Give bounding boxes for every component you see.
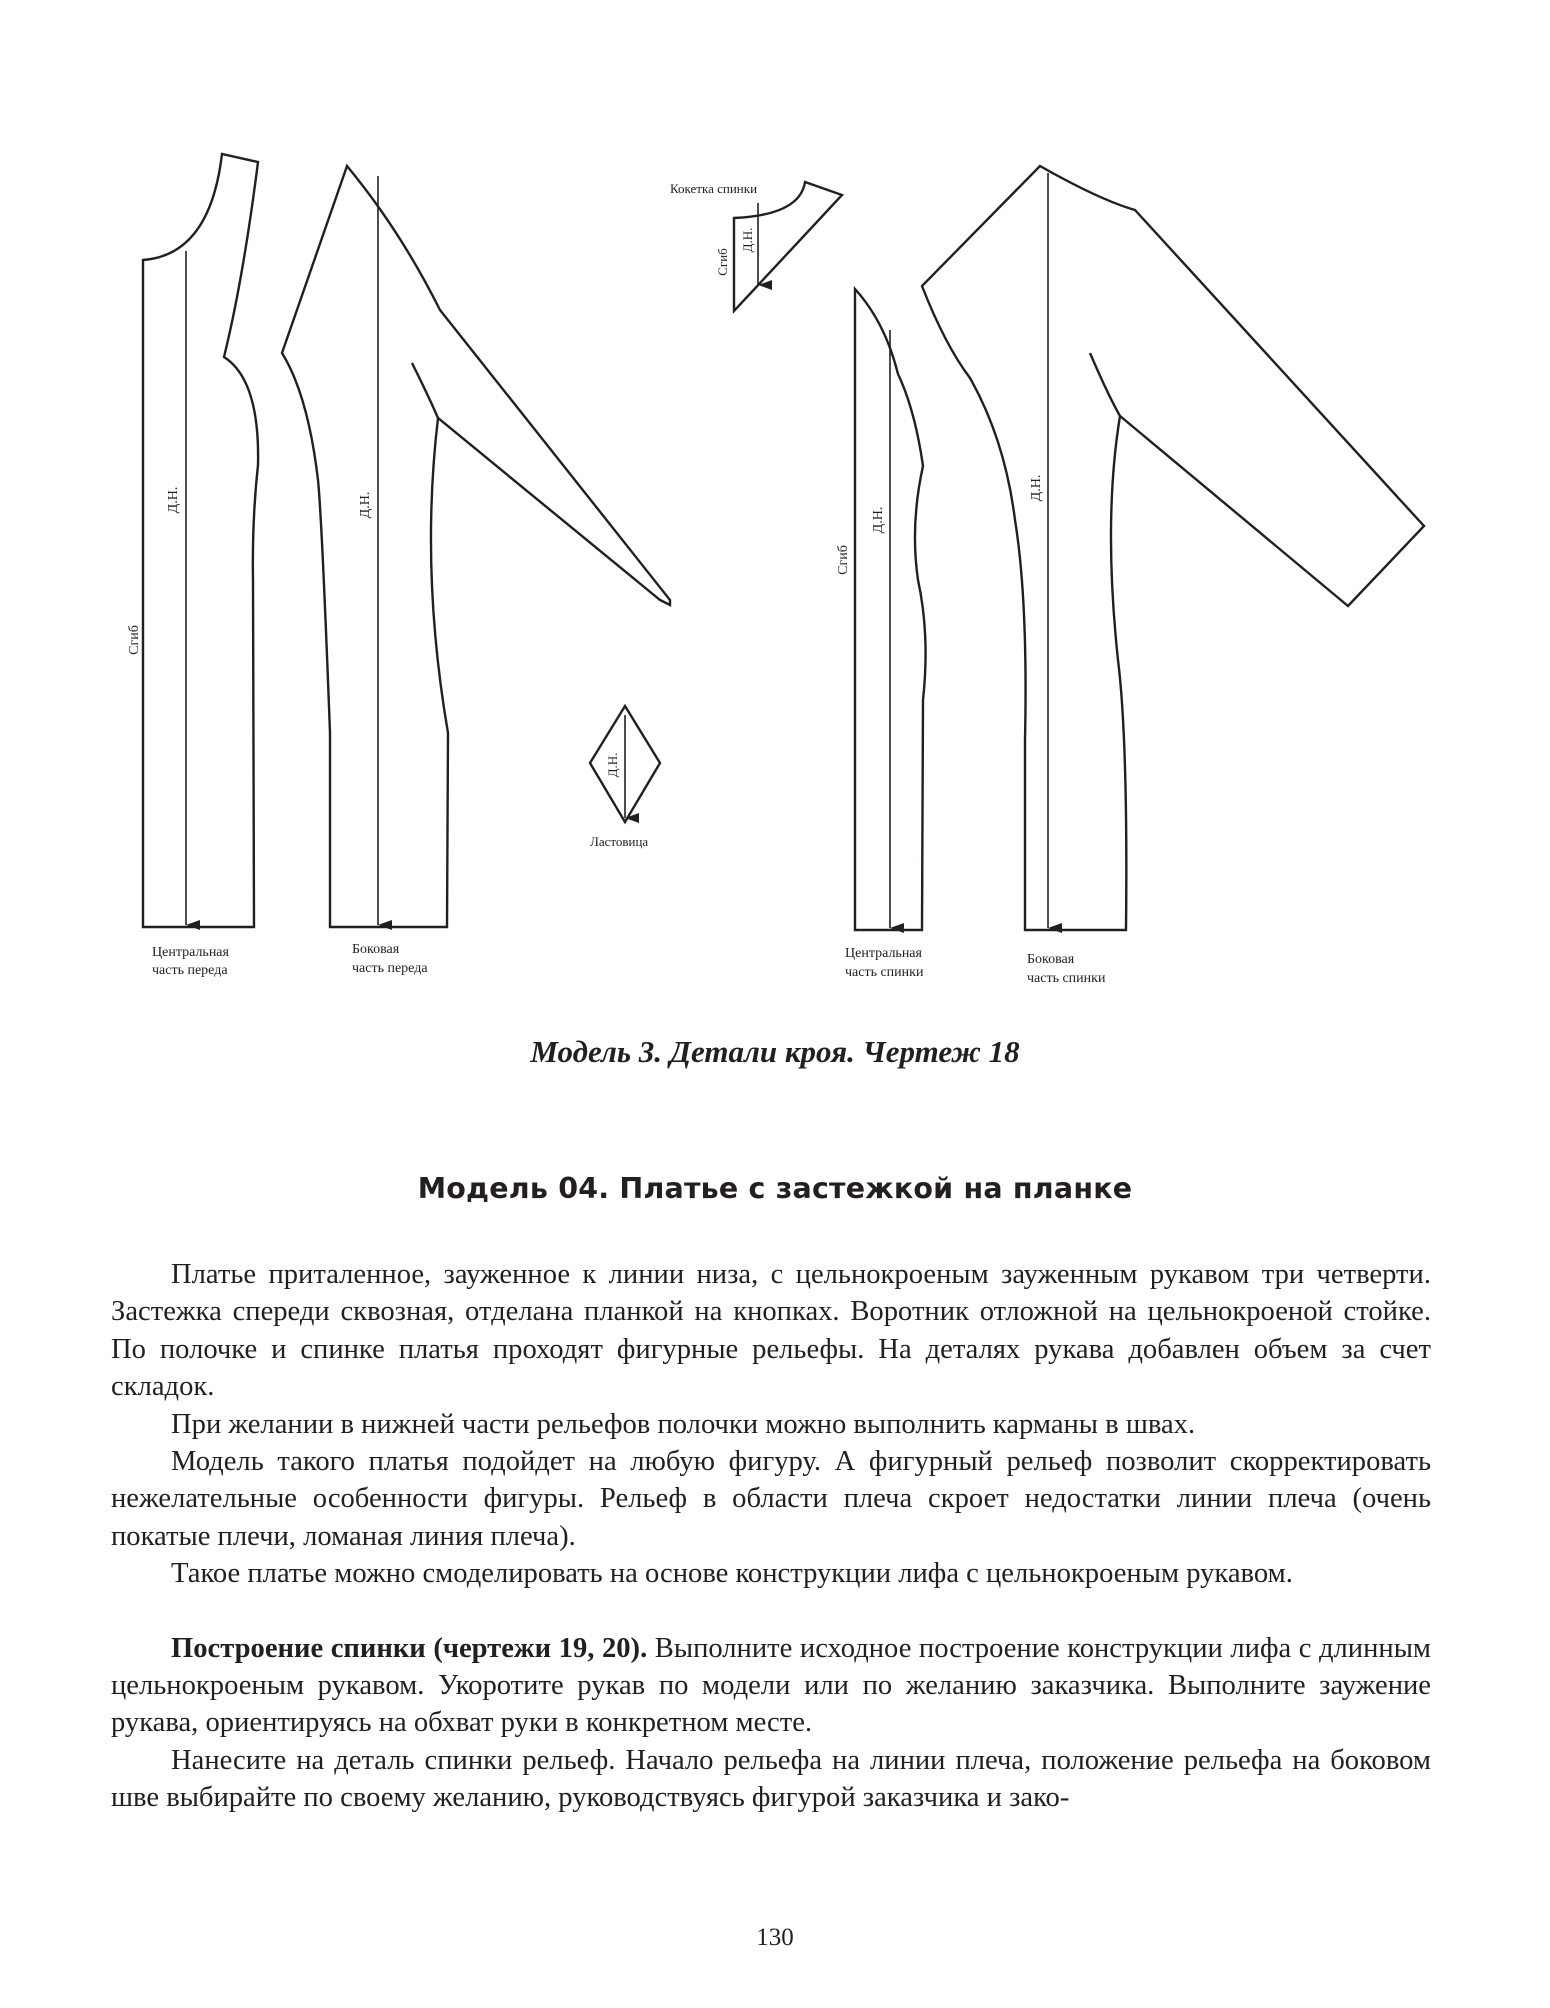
paragraph-lead: Построение спинки (чертежи 19, 20). <box>171 1632 648 1664</box>
body-text <box>111 1256 1431 1817</box>
front-side-name-line2: часть переда <box>352 961 428 976</box>
grain-label: Д.Н. <box>358 491 373 519</box>
front-center-name-line2: часть переда <box>152 963 228 978</box>
grain-label: Д.Н. <box>605 752 620 778</box>
back-side-name-line2: часть спинки <box>1027 971 1106 986</box>
back-center-piece <box>836 289 926 930</box>
grain-label: Д.Н. <box>1029 474 1044 502</box>
fold-label: Сгиб <box>715 248 730 276</box>
back-center-name-line2: часть спинки <box>845 965 924 980</box>
figure-caption: Модель 3. Детали кроя. Чертеж 18 <box>530 1034 1020 1069</box>
grain-label: Д.Н. <box>166 486 181 514</box>
fold-label: Сгиб <box>836 545 851 575</box>
paragraph: Модель такого платья подойдет на любую фигуру. А фигурный рельеф позволит скорректировать нежелательные особенности фигуры. Рельеф в области плеча скроет недостатки линии плеча (очень покатые плечи, ломаная линия плеча). <box>111 1446 1431 1552</box>
back-yoke-piece <box>670 181 842 311</box>
paragraph: Платье приталенное, зауженное к линии низа, с цельнокроеным зауженным рукавом три четверти. Застежка спереди сквозная, отделана планкой на кнопках. Воротник отложной на цельнокроеной стойке. По полочке и спинке платья проходят фигурные рельефы. На деталях рукава добавлен объем за счет складок. <box>111 1259 1431 1403</box>
gusset-label: Ластовица <box>590 834 649 849</box>
fold-label: Сгиб <box>127 625 142 655</box>
page-number: 130 <box>756 1924 794 1951</box>
back-yoke-label: Кокетка спинки <box>670 181 758 196</box>
back-center-name-line1: Центральная <box>845 946 922 961</box>
grain-label: Д.Н. <box>740 227 755 253</box>
front-center-name-line1: Центральная <box>152 945 229 960</box>
front-side-name-line1: Боковая <box>352 942 400 957</box>
paragraph-back-construction <box>111 1630 1431 1742</box>
front-side-piece <box>282 166 670 927</box>
front-center-piece <box>127 154 258 927</box>
paragraph: Нанесите на деталь спинки рельеф. Начало рельефа на линии плеча, положение рельефа на боковом шве выбирайте по своему желанию, руководствуясь фигурой заказчика и зако- <box>111 1744 1431 1814</box>
paragraph-text: Выполните исходное построение конструкции лифа с длинным цельнокроеным рукавом. Укоротите рукав по модели или по желанию заказчика. Выполните заужение рукава, ориентируясь на обхват руки в конкретном месте. <box>111 1632 1431 1739</box>
section-title: Модель 04. Платье с застежкой на планке <box>417 1172 1133 1205</box>
back-side-name-line1: Боковая <box>1027 952 1075 967</box>
paragraph: При желании в нижней части рельефов полочки можно выполнить карманы в швах. <box>171 1408 1196 1440</box>
back-side-piece <box>922 166 1424 930</box>
paragraph: Такое платье можно смоделировать на основе конструкции лифа с цельнокроеным рукавом. <box>171 1558 1293 1590</box>
gusset-piece <box>590 706 660 849</box>
grain-label: Д.Н. <box>871 506 886 534</box>
